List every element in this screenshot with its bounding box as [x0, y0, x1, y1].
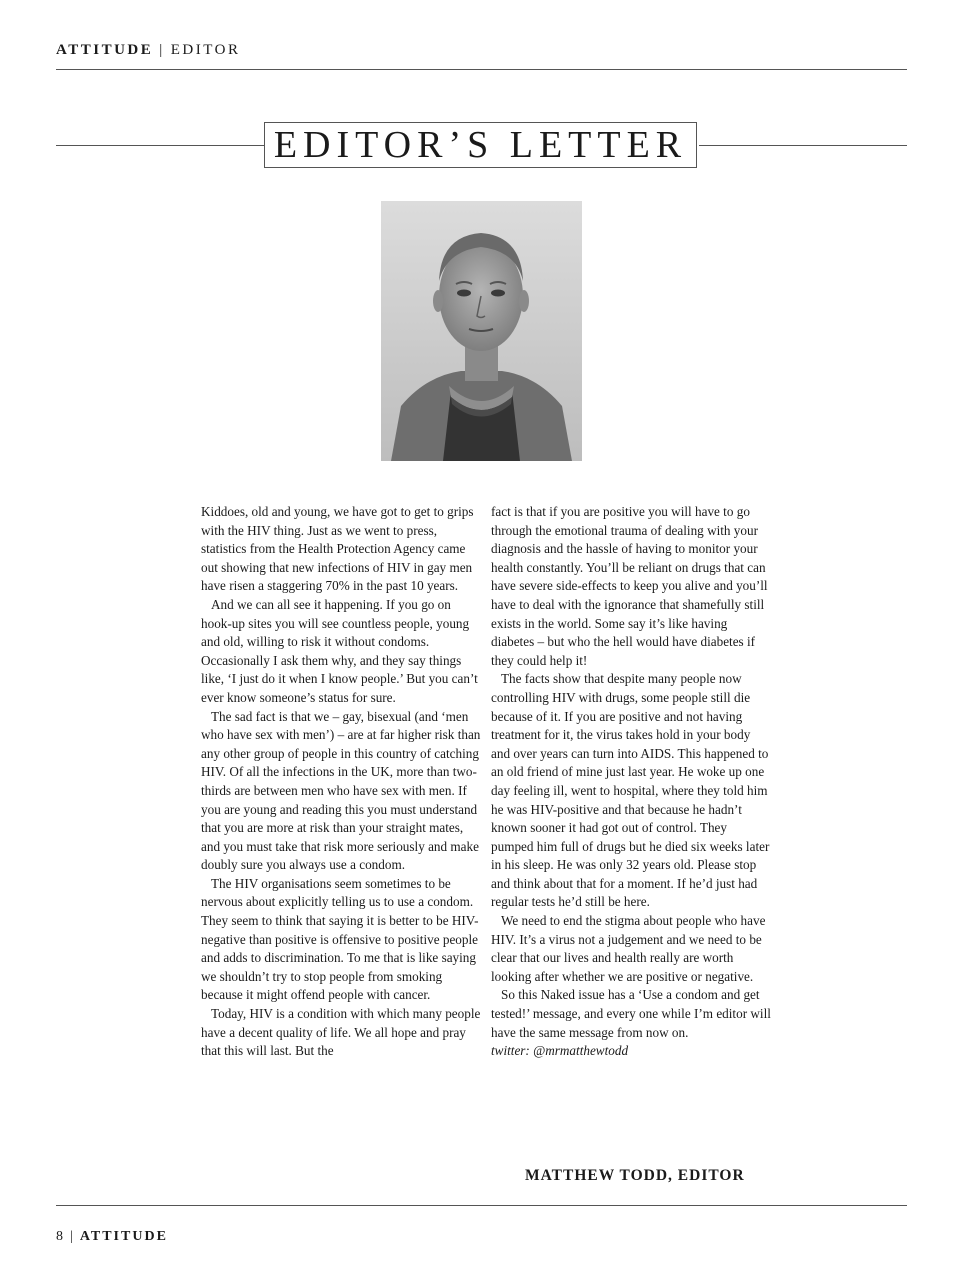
article-column-right	[491, 503, 771, 1061]
twitter-handle: twitter: @mrmatthewtodd	[491, 1043, 629, 1059]
title-rule-left	[56, 145, 264, 146]
article-paragraph: Today, HIV is a condition with which many people have a decent quality of life. We all hope and pray that this will last. But the	[201, 1006, 481, 1059]
footer-brand: ATTITUDE	[79, 1229, 168, 1244]
bottom-rule	[56, 1205, 907, 1206]
article-paragraph: The sad fact is that we – gay, bisexual (and ‘men who have sex with men’) – are at far higher risk than any other group of people in this country of catching HIV. Of all the infections in the UK, more than two-thirds are between men who have sex with men. If you are young and reading this you must understand that you are more at risk than your straight mates, and you must take that risk more seriously and make doubly sure you always use a condom.	[201, 708, 481, 873]
article-paragraph: So this Naked issue has a ‘Use a condom and get tested!’ message, and every one while I’m editor will have the same message from now on.	[491, 987, 771, 1040]
article-paragraph: And we can all see it happening. If you go on hook-up sites you will see countless people, young and old, willing to risk it without condoms. Occasionally I ask them why, and they say things like, ‘I just do it when I know people.’ But you can’t ever know someone’s status for sure.	[201, 596, 478, 705]
article-paragraph: The facts show that despite many people now controlling HIV with drugs, some people still die because of it. If you are positive and not having treatment for it, the virus takes hold in your body and over years can turn into AIDS. This happened to an old friend of mine just last year. He woke up one day feeling ill, went to hospital, where they told him he was HIV-positive and that because he hadn’t known sooner it had got out of control. They pumped him full of drugs but he died six weeks later in his sleep. He was only 32 years old. Please stop and think about that for a moment. If he’d just had regular tests he’d still be here.	[491, 671, 770, 910]
article-paragraph: The HIV organisations seem sometimes to be nervous about explicitly telling us to use a condom. They seem to think that saying it is better to be HIV-negative than positive is offensive to positive people and adds to discrimination. To me that is like saying we shouldn’t try to stop people from smoking because it might offend people with cancer.	[201, 875, 479, 1003]
editor-portrait	[381, 201, 582, 461]
article-column-left	[201, 503, 481, 1061]
editor-signature: MATTHEW TODD, EDITOR	[525, 1167, 745, 1184]
article-paragraph: We need to end the stigma about people who have HIV. It’s a virus not a judgement and we need to be clear that our lives and health really are worth looking after whether we are positive or negative.	[491, 913, 766, 984]
portrait-illustration	[381, 201, 582, 461]
section-header	[56, 42, 241, 59]
top-rule	[56, 69, 907, 70]
footer-separator: |	[70, 1229, 75, 1244]
article-paragraph: Kiddoes, old and young, we have got to get to grips with the HIV thing. Just as we went to press, statistics from the Health Protection Agency came out showing that new infections of HIV in gay men have risen a staggering 70% in the past 10 years.	[201, 504, 474, 594]
article-paragraph: fact is that if you are positive you will have to go through the emotional trauma of dealing with your diagnosis and the hassle of having to monitor your health constantly. You’ll be reliant on drugs that can have severe side-effects to keep you alive and you’ll have to deal with the ignorance that shamefully still exists in the world. Some say it’s like having diabetes – but who the hell would have diabetes if they could help it!	[491, 504, 768, 668]
page-number: 8	[56, 1229, 65, 1244]
header-separator: |	[159, 42, 165, 58]
header-section: EDITOR	[170, 42, 241, 58]
title-rule-right	[699, 145, 907, 146]
page-footer	[56, 1229, 168, 1245]
header-brand: ATTITUDE	[56, 42, 154, 58]
page-title: EDITOR’S LETTER	[264, 122, 697, 168]
